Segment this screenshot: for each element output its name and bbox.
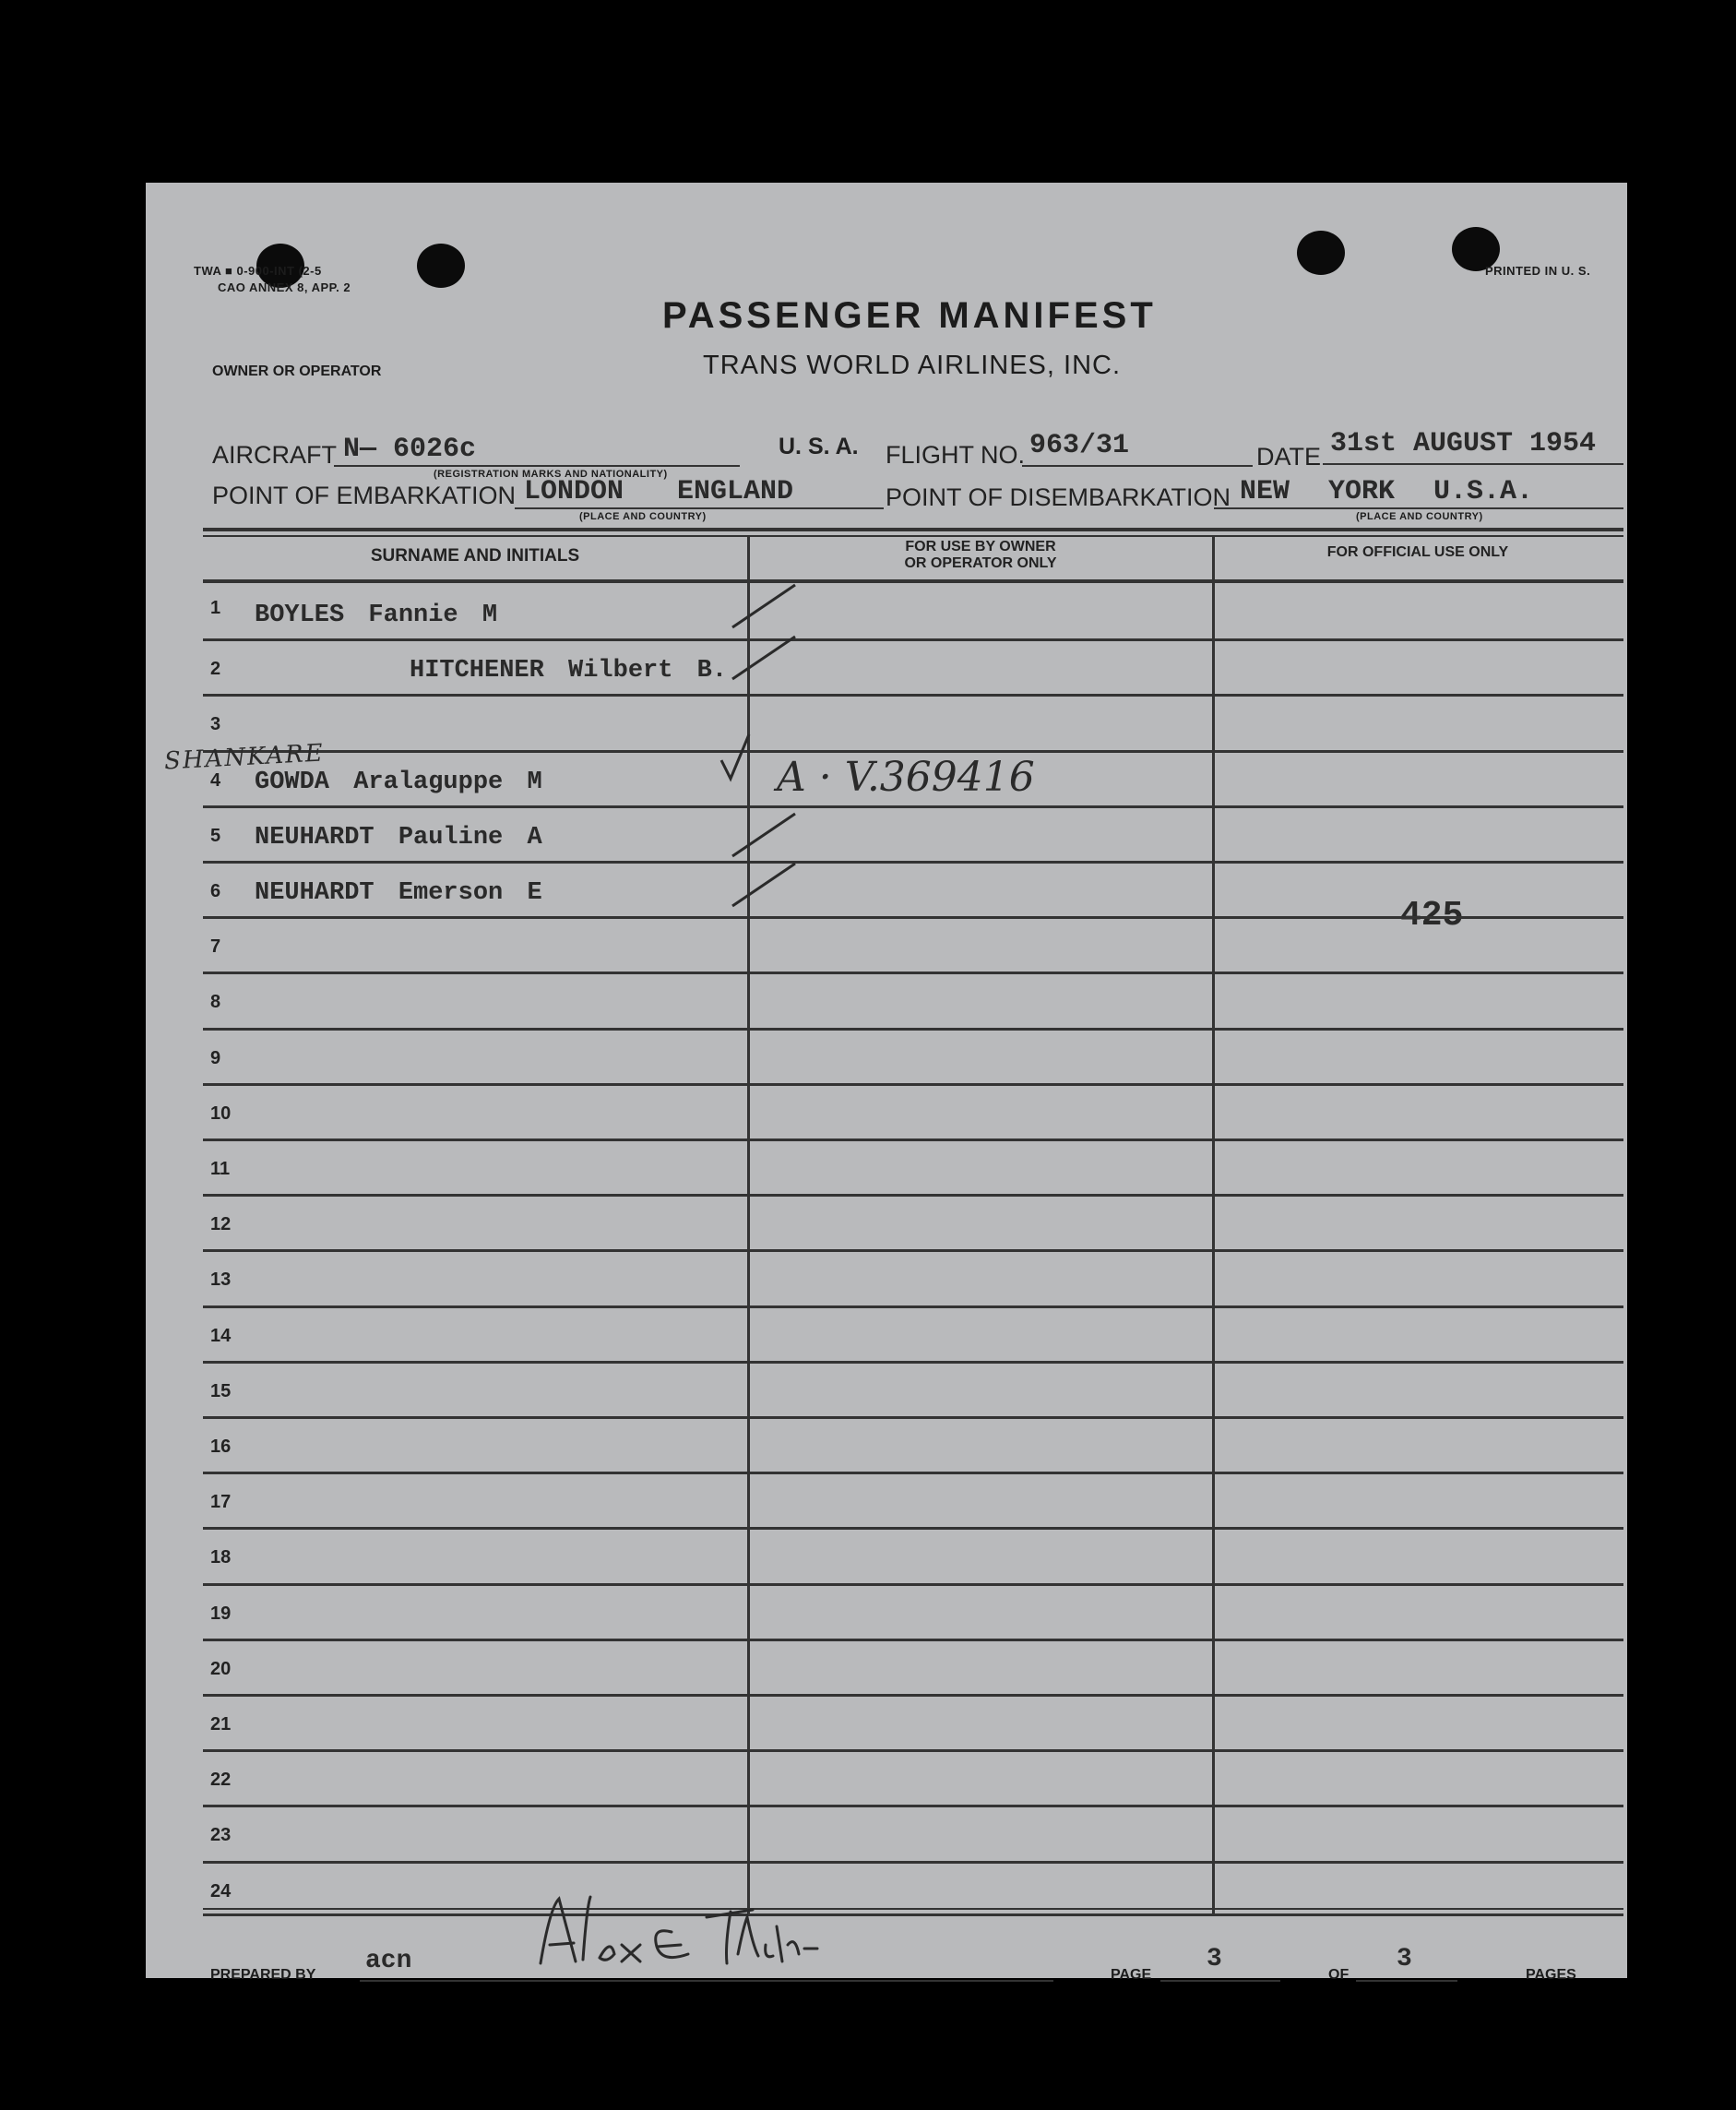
form-code: TWA ■ 0-900-INT (2-5 (194, 264, 322, 278)
check-mark (727, 808, 801, 864)
owner-operator-label: OWNER OR OPERATOR (212, 364, 382, 379)
row-divider (203, 1527, 1623, 1530)
punch-hole (417, 244, 465, 288)
disembarkation-value: NEW YORK U.S.A. (1240, 476, 1534, 507)
page-underline (1160, 1980, 1280, 1982)
row-divider (203, 861, 1623, 864)
row-divider (203, 694, 1623, 697)
row-divider (203, 1361, 1623, 1364)
margin-note: SHANKARE (163, 739, 326, 776)
disembarkation-note: (PLACE AND COUNTRY) (1356, 511, 1483, 522)
column-divider (1212, 537, 1215, 1913)
row-divider (203, 1028, 1623, 1031)
row-number: 18 (210, 1547, 232, 1568)
passenger-name: BOYLES Fannie M (255, 602, 498, 629)
prepared-by-label: PREPARED BY (210, 1967, 316, 1983)
date-underline (1323, 463, 1623, 465)
aircraft-label: AIRCRAFT (212, 441, 337, 469)
passenger-name: NEUHARDT Pauline A (255, 823, 542, 852)
row-divider (203, 1861, 1623, 1864)
row-divider (203, 1583, 1623, 1586)
flight-value: 963/31 (1029, 430, 1130, 461)
printed-in: PRINTED IN U. S. (1485, 264, 1591, 278)
row-number: 17 (210, 1492, 232, 1513)
manifest-sheet (146, 183, 1627, 1983)
form-title: PASSENGER MANIFEST (662, 295, 1157, 336)
aircraft-value: N— 6026c (343, 434, 477, 465)
check-mark (727, 858, 801, 913)
row-number: 7 (210, 936, 221, 958)
row-divider (203, 1083, 1623, 1086)
embarkation-note: (PLACE AND COUNTRY) (579, 511, 707, 522)
row-number: 14 (210, 1325, 232, 1346)
embarkation-value: LONDON ENGLAND (524, 476, 794, 507)
of-underline (1356, 1980, 1457, 1982)
row-number: 11 (210, 1159, 231, 1179)
surname-column-header: SURNAME AND INITIALS (370, 546, 580, 566)
row-divider (203, 916, 1623, 919)
disembarkation-label: POINT OF DISEMBARKATION (886, 483, 1231, 511)
row-number: 23 (210, 1825, 232, 1846)
passenger-name: HITCHENER Wilbert B. (410, 657, 728, 685)
row-divider (203, 1416, 1623, 1419)
flight-label: FLIGHT NO. (886, 441, 1026, 469)
table-bottom-rule (203, 1908, 1623, 1910)
page-value: 3 (1207, 1945, 1222, 1973)
table-bottom-rule (203, 1913, 1623, 1916)
prepared-by-underline (360, 1980, 1053, 1982)
date-label: DATE (1256, 443, 1322, 471)
row-divider (203, 750, 1623, 753)
official-use-cell: 425 (1400, 896, 1464, 936)
row-divider (203, 1305, 1623, 1308)
of-label: OF (1328, 1967, 1350, 1983)
pages-label: PAGES (1526, 1967, 1576, 1983)
header-bottom-rule (203, 579, 1623, 583)
aircraft-underline (334, 465, 740, 467)
owner-use-header-line2: OR OPERATOR ONLY (904, 555, 1057, 571)
table-top-rule (203, 528, 1623, 531)
row-divider (203, 1749, 1623, 1752)
embarkation-label: POINT OF EMBARKATION (212, 482, 517, 509)
table-top-rule (203, 535, 1623, 537)
signature (522, 1889, 854, 1973)
row-number: 12 (210, 1214, 232, 1235)
date-value: 31st AUGUST 1954 (1330, 428, 1597, 459)
row-number: 1 (210, 598, 221, 618)
registration-note: (REGISTRATION MARKS AND NATIONALITY) (434, 469, 668, 480)
row-number: 4 (210, 769, 221, 791)
row-divider (203, 805, 1623, 808)
row-number: 13 (210, 1270, 232, 1291)
passenger-name: NEUHARDT Emerson E (255, 879, 542, 907)
form-annex: CAO ANNEX 8, APP. 2 (218, 280, 351, 294)
row-divider (203, 1805, 1623, 1807)
row-number: 5 (210, 825, 221, 846)
row-divider (203, 1472, 1623, 1474)
row-number: 10 (210, 1103, 232, 1124)
owner-use-cell: A · V.369416 (777, 753, 1035, 801)
check-mark (718, 731, 755, 782)
row-number: 19 (210, 1603, 232, 1624)
row-divider (203, 638, 1623, 641)
row-number: 3 (210, 714, 221, 735)
check-mark (727, 579, 801, 635)
embarkation-underline (515, 507, 884, 509)
page-label: PAGE (1111, 1967, 1152, 1983)
check-mark (727, 631, 801, 686)
official-use-header: FOR OFFICIAL USE ONLY (1326, 544, 1509, 560)
row-number: 2 (210, 659, 221, 680)
disembarkation-underline (1214, 507, 1623, 509)
row-divider (203, 1138, 1623, 1141)
row-number: 20 (210, 1658, 232, 1679)
row-number: 21 (210, 1714, 232, 1734)
nationality: U. S. A. (779, 434, 859, 459)
of-value: 3 (1397, 1945, 1412, 1973)
row-divider (203, 1249, 1623, 1252)
airline-name: TRANS WORLD AIRLINES, INC. (703, 351, 1122, 380)
row-divider (203, 1194, 1623, 1197)
row-number: 6 (210, 881, 221, 901)
passenger-name: GOWDA Aralaguppe M (255, 768, 542, 796)
row-number: 15 (210, 1380, 232, 1401)
owner-use-header-line1: FOR USE BY OWNER (905, 539, 1056, 554)
row-divider (203, 1694, 1623, 1697)
row-number: 24 (210, 1880, 232, 1901)
row-number: 16 (210, 1436, 232, 1457)
row-number: 22 (210, 1770, 232, 1791)
punch-hole (1297, 231, 1345, 275)
prepared-by-value: acn (365, 1947, 412, 1975)
row-divider (203, 1639, 1623, 1641)
row-number: 9 (210, 1047, 221, 1068)
row-divider (203, 972, 1623, 974)
flight-underline (1022, 465, 1253, 467)
row-number: 8 (210, 992, 221, 1013)
